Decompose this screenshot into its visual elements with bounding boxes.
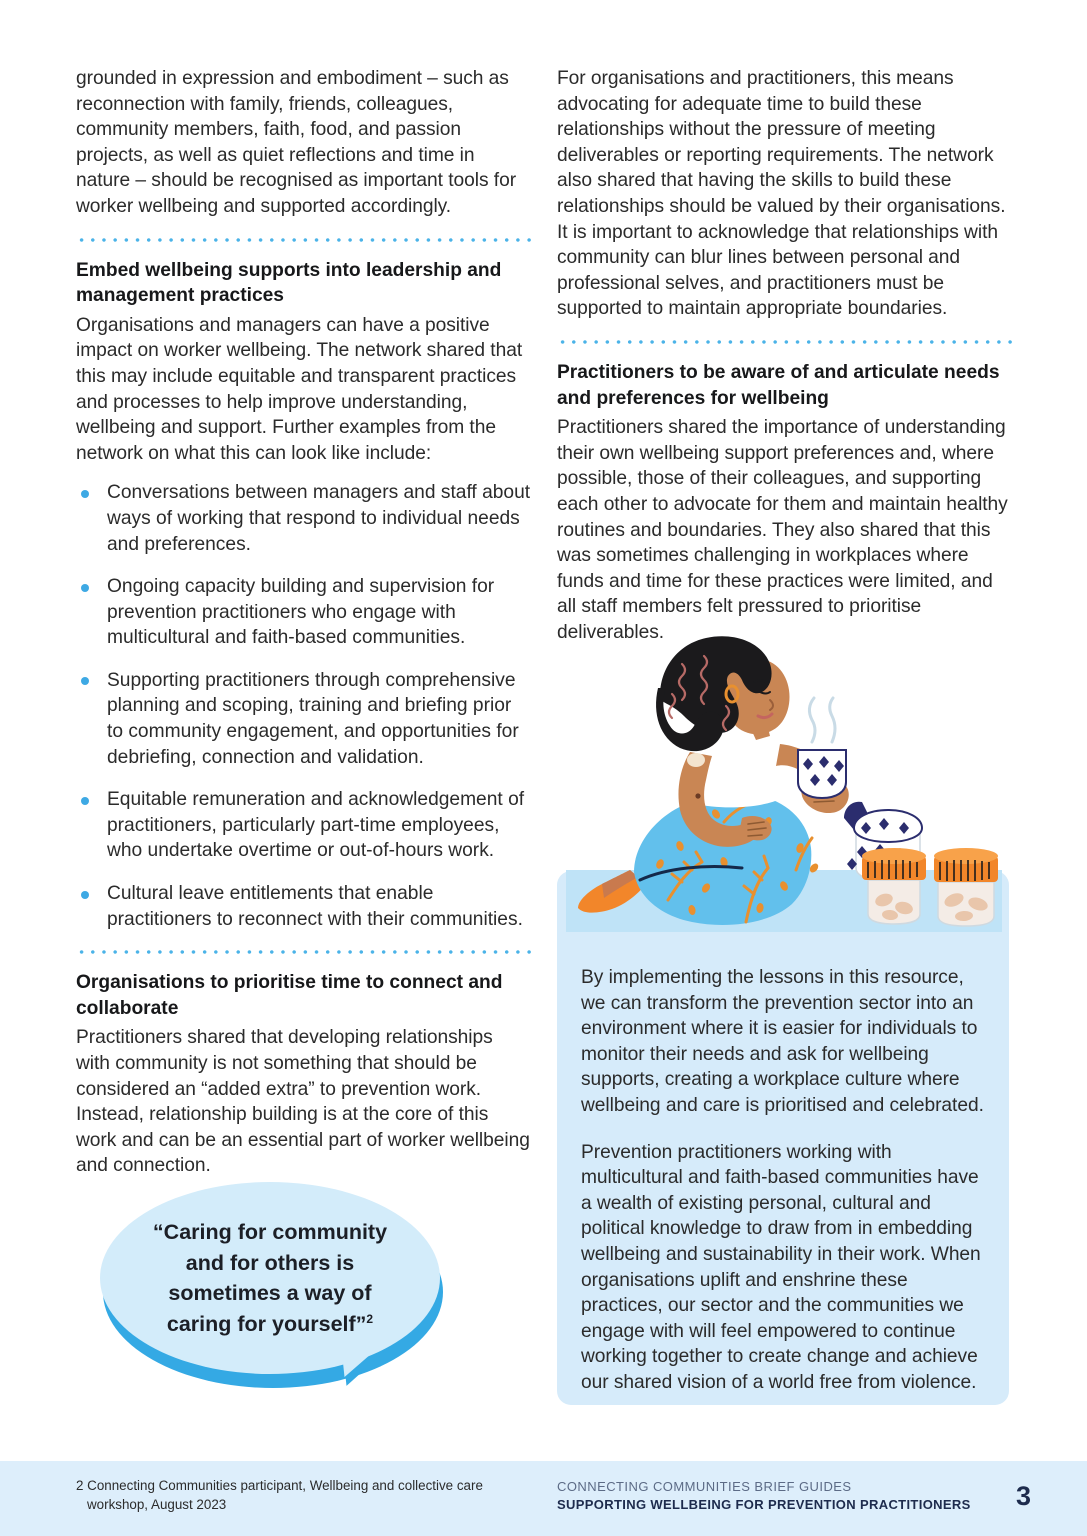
list-item [76,787,531,864]
closing-paragraph-two: Prevention practitioners working with multicultural and faith-based communities have a wealth of existing personal, cultural and political knowledge to draw from in embedding wellbeing and sustainability in their work. When organisations uplift and enshrine these practices, our sector and the communities we engage with will feel empowered to continue working together to create change and achieve our shared vision of a world free from violence. [581,1141,981,1393]
closing-paragraph-one: By implementing the lessons in this resource, we can transform the prevention sector into an environment where it is easier for individuals to monitor their needs and ask for wellbeing supports, creating a workplace culture where wellbeing and care is prioritised and celebrated. [581,967,984,1116]
section-one-bullet-list [76,480,531,932]
dotted-divider-1 [76,238,531,242]
bullet-dot-icon [81,490,89,498]
bullet-dot-icon [81,677,89,685]
footer-kicker: CONNECTING COMMUNITIES BRIEF GUIDES [557,1479,852,1494]
woman-drinking-tea-illustration [556,632,1012,932]
list-item-text: Ongoing capacity building and supervision for prevention practitioners who engage with multicultural and faith-based communities. [107,576,495,649]
pull-quote-text [135,1217,405,1339]
pull-quote-bubble [100,1182,470,1417]
bullet-dot-icon [81,584,89,592]
section-heading-embed-wellbeing: Embed wellbeing supports into leadership and management practices [76,259,502,307]
list-item [76,480,531,557]
bullet-dot-icon [81,891,89,899]
section-one-paragraph: Organisations and managers can have a positive impact on worker wellbeing. The network shared that this may include equitable and transparent practices and processes to help improve understanding, wellbeing and support. Further examples from the network on what this can look like include: [76,314,523,464]
dotted-divider-2 [76,950,531,954]
list-item [76,881,531,932]
right-column [557,66,1012,645]
page-number: 3 [1016,1481,1032,1511]
continued-paragraph-right: For organisations and practitioners, this means advocating for adequate time to build these relationships without the pressure of meeting deliverables or reporting requirements. The network also shared that having the skills to build these relationships should be valued by their organisations. It is important to acknowledge that relationships with community can blur lines between personal and professional selves, and practitioners must be supported to maintain appropriate boundaries. [557,68,1006,320]
section-heading-articulate-needs: Practitioners to be aware of and articulate needs and preferences for wellbeing [557,361,1000,409]
bullet-dot-icon [81,797,89,805]
footnote-line-two: workshop, August 2023 [87,1496,227,1512]
section-heading-prioritise-time: Organisations to prioritise time to connect and collaborate [76,972,503,1019]
pull-quote-footnote-marker: 2 [366,1311,374,1326]
footer-title: SUPPORTING WELLBEING FOR PREVENTION PRACTITIONERS [557,1496,971,1512]
footnote-line-one: 2 Connecting Communities participant, Wellbeing and collective care [76,1478,483,1493]
footer-branding [557,1479,1017,1513]
section-three-paragraph: Practitioners shared the importance of understanding their own wellbeing support preferences and, where possible, those of their colleagues, and supporting each other to advocate for them and maintain healthy routines and boundaries. They also shared that this was sometimes challenging in workplaces where funds and time for these practices were limited, and all staff members felt pressured to prioritise deliverables. [557,417,1008,643]
list-item-text: Conversations between managers and staff about ways of working that respond to individual needs and preferences. [107,482,531,555]
dotted-divider-3 [557,340,1012,344]
footnote [76,1477,516,1514]
left-column [76,66,531,1179]
section-two-paragraph: Practitioners shared that developing relationships with community is not something that should be considered an “added extra” to prevention work. Instead, relationship building is at the core of this work and can be an essential part of worker wellbeing and connection. [76,1027,530,1177]
list-item [76,668,531,770]
list-item [76,574,531,651]
closing-panel-text [581,965,991,1396]
pull-quote-string: “Caring for community and for others is sometimes a way of caring for yourself” [152,1220,388,1336]
continued-paragraph-left: grounded in expression and embodiment – such as reconnection with family, friends, colleagues, community members, faith, food, and passion projects, as well as quiet reflections and time in nature – should be recognised as important tools for worker wellbeing and supported accordingly. [76,68,517,217]
list-item-text: Equitable remuneration and acknowledgement of practitioners, particularly part-time employees, who undertake overtime or out-of-hours work. [107,789,525,862]
bubble-body [100,1182,440,1374]
list-item-text: Cultural leave entitlements that enable practitioners to reconnect with their communities. [107,883,523,930]
list-item-text: Supporting practitioners through comprehensive planning and scoping, training and briefing prior to community engagement, and opportunities for debriefing, connection and validation. [107,669,519,768]
